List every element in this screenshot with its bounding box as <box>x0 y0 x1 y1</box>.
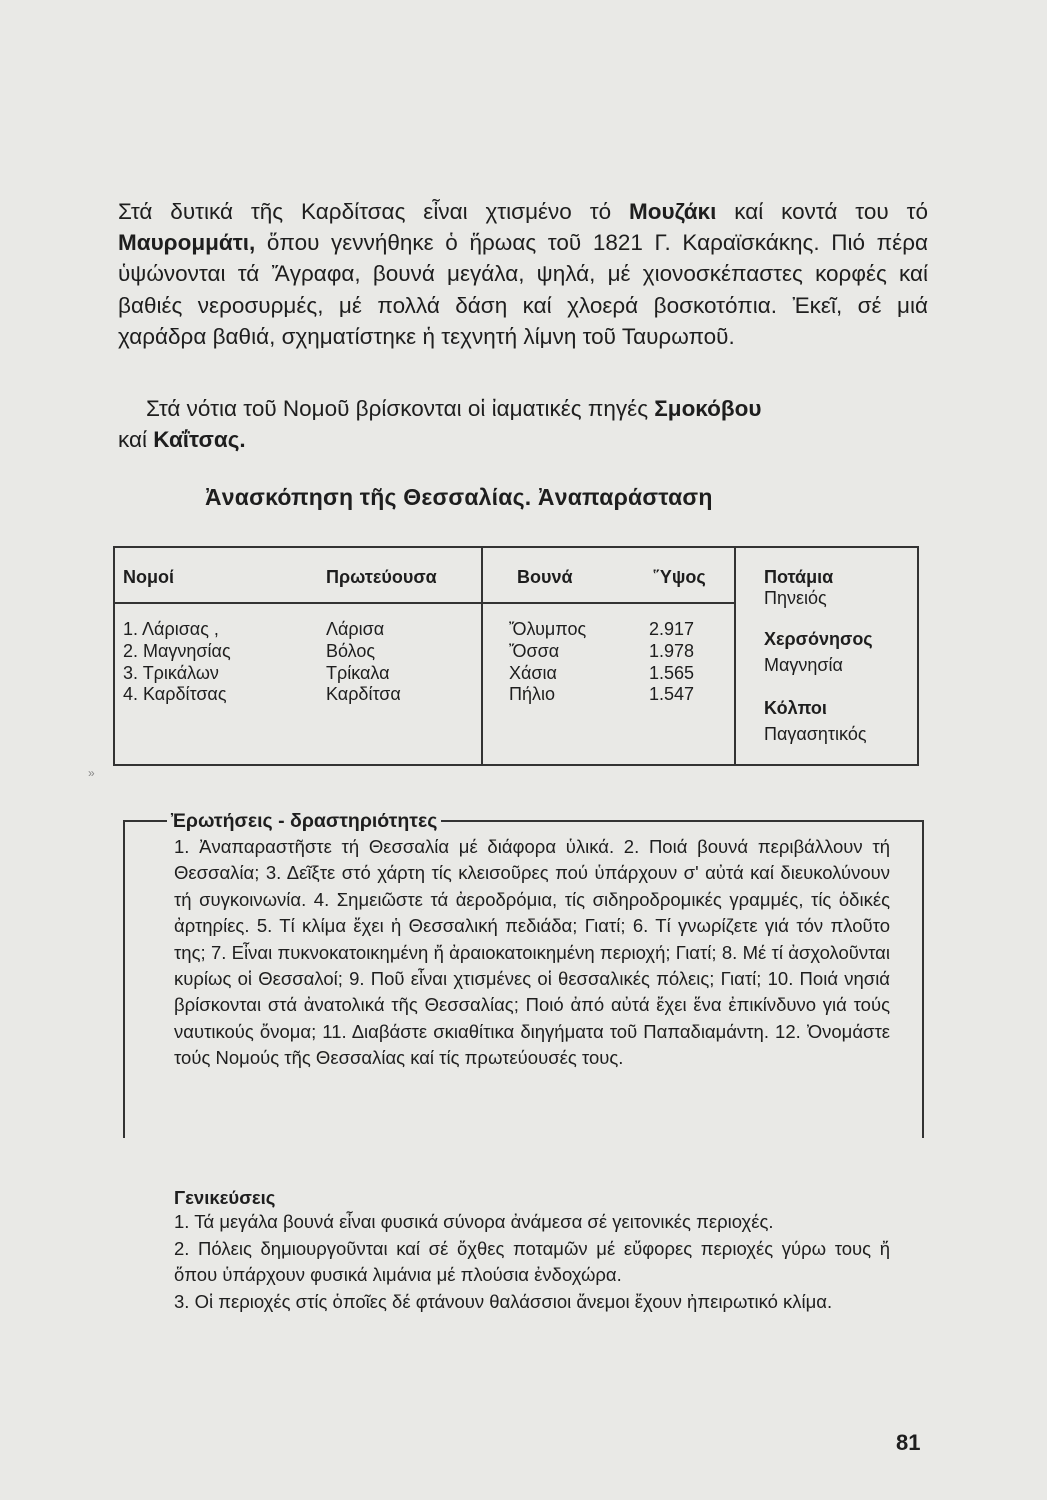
table-cell: Ὄσσα <box>509 640 560 661</box>
table-cell: 2. Μαγνησίας <box>123 640 231 661</box>
heights-list <box>649 619 694 706</box>
section-title: Ἀνασκόπηση τῆς Θεσσαλίας. Ἀναπαράσταση <box>205 484 713 510</box>
place-mouzaki: Μουζάκι <box>629 199 717 224</box>
table-top-border <box>113 546 919 548</box>
table-header-divider <box>113 602 735 604</box>
place-kaitsa: Καΐτσας. <box>153 427 246 453</box>
table-cell: Τρίκαλα <box>326 662 390 683</box>
table-right-border <box>917 546 919 766</box>
table-cell: 1.978 <box>649 640 695 661</box>
generalizations-list <box>137 1209 890 1315</box>
capitals-list <box>326 619 401 706</box>
table-cell: Χάσια <box>509 662 557 683</box>
table-cell: Λάρισα <box>326 619 385 639</box>
table-cell: Ὄλυμπος <box>509 619 587 639</box>
header-rivers: Ποτάμια <box>764 567 834 587</box>
generalization-item: 1. Τά μεγάλα βουνά εἶναι φυσικά σύνορα ἀνάμεσα σέ γειτονικές περιοχές. <box>174 1211 774 1232</box>
thessaly-review-table <box>113 546 919 766</box>
place-smokovo: Σμοκόβου <box>654 396 762 421</box>
header-mountains: Βουνά <box>517 567 573 587</box>
header-capital: Πρωτεύουσα <box>326 567 437 587</box>
gulf-name: Παγασητικός <box>764 724 867 744</box>
table-col-divider <box>734 546 736 766</box>
gulf-label: Κόλποι <box>764 698 827 718</box>
header-height: Ὕψος <box>653 567 706 587</box>
peninsula-label: Χερσόνησος <box>764 629 873 649</box>
margin-mark: » <box>88 766 95 780</box>
table-cell: 1. Λάρισας , <box>123 619 219 639</box>
paragraph-springs: Στά νότια τοῦ Νομοῦ βρίσκονται οἱ ἰαματικές πηγές Σμοκόβου καί Καΐτσας. <box>118 396 762 453</box>
header-nomoi: Νομοί <box>123 567 175 587</box>
table-cell: Καρδίτσα <box>326 684 401 705</box>
paragraph-karditsa-west: Στά δυτικά τῆς Καρδίτσας εἶναι χτισμένο τό Μουζάκι καί κοντά του τό Μαυρομμάτι, ὅπου γεννήθηκε ὁ ἥρωας τοῦ 1821 Γ. Καραϊσκάκης. Πιό πέρα ὑψώνονται τά Ἄγραφα, βουνά μεγάλα, ψηλά, μέ χιονοσκέπαστες κορφές καί βαθιές νεροσυρμές, μέ πολλά δάση καί χλοερά βοσκοτόπια. Ἐκεῖ, σέ μιά χαράδρα βαθιά, σχηματίστηκε ἡ τεχνητή λίμνη τοῦ Ταυρωποῦ. <box>118 199 928 349</box>
table-cell: 2.917 <box>649 619 695 639</box>
nomoi-list <box>123 619 231 706</box>
generalization-item: 2. Πόλεις δημιουργοῦνται καί σέ ὄχθες ποταμῶν μέ εὔφορες περιοχές γύρω τους ἤ ὅπου ὑπάρχουν φυσικά λιμάνια μέ πλούσια ἐνδοχώρα. <box>174 1237 890 1286</box>
page-number: 81 <box>896 1430 921 1455</box>
mountains-list <box>509 619 586 706</box>
river-name: Πηνειός <box>764 588 827 608</box>
questions-title: Ἐρωτήσεις - δραστηριότητες <box>167 810 441 833</box>
table-cell: Πήλιο <box>509 684 556 705</box>
generalization-item: 3. Οἱ περιοχές στίς ὁποῖες δέ φτάνουν θαλάσσιοι ἄνεμοι ἔχουν ἠπειρωτικό κλίμα. <box>174 1290 833 1312</box>
table-cell: 3. Τρικάλων <box>123 662 219 683</box>
peninsula-name: Μαγνησία <box>764 655 843 675</box>
table-left-border <box>113 546 115 766</box>
table-cell: 1.547 <box>649 684 695 705</box>
questions-text: 1. Ἀναπαραστῆστε τή Θεσσαλία μέ διάφορα ὑλικά. 2. Ποιά βουνά περιβάλλουν τή Θεσσαλία; 3. Δεῖξτε στό χάρτη τίς κλεισοῦρες πού ὑπάρχουν σ' αὐτά καί διευκολύνουν τή συγκοινωνία. 4. Σημειῶστε τά ἀεροδρόμια, τίς σιδηροδρομικές γραμμές, τίς ὁδικές ἀρτηρίες. 5. Τί κλίμα ἔχει ἡ Θεσσαλική πεδιάδα; Γιατί; 6. Τί γνωρίζετε γιά τόν πλοῦτο της; 7. Εἶναι πυκνοκατοικημένη ἤ ἀραιοκατοικημένη περιοχή; Γιατί; 8. Μέ τί ἀσχολοῦνται κυρίως οἱ Θεσσαλοί; 9. Ποῦ εἶναι χτισμένες οἱ θεσσαλικές πόλεις; Γιατί; 10. Ποιά νησιά βρίσκονται στά ἀνατολικά τῆς Θεσσαλίας; Ποιό ἀπό αὐτά ἔχει ἕνα ἐπικίνδυνο γιά τούς ναυτικούς ὄνομα; 11. Διαβάστε σκιαθίτικα διηγήματα τοῦ Παπαδιαμάντη. 12. Ὀνομάστε τούς Νομούς τῆς Θεσσαλίας καί τίς πρωτεύουσές τους. <box>174 836 890 1069</box>
table-col-divider <box>481 546 483 766</box>
table-cell: Βόλος <box>326 640 376 661</box>
table-cell: 4. Καρδίτσας <box>123 684 227 705</box>
table-cell: 1.565 <box>649 662 695 683</box>
place-mavrommati: Μαυρομμάτι, <box>118 230 256 256</box>
generalizations-title: Γενικεύσεις <box>174 1187 276 1208</box>
table-bottom-border <box>113 764 919 766</box>
